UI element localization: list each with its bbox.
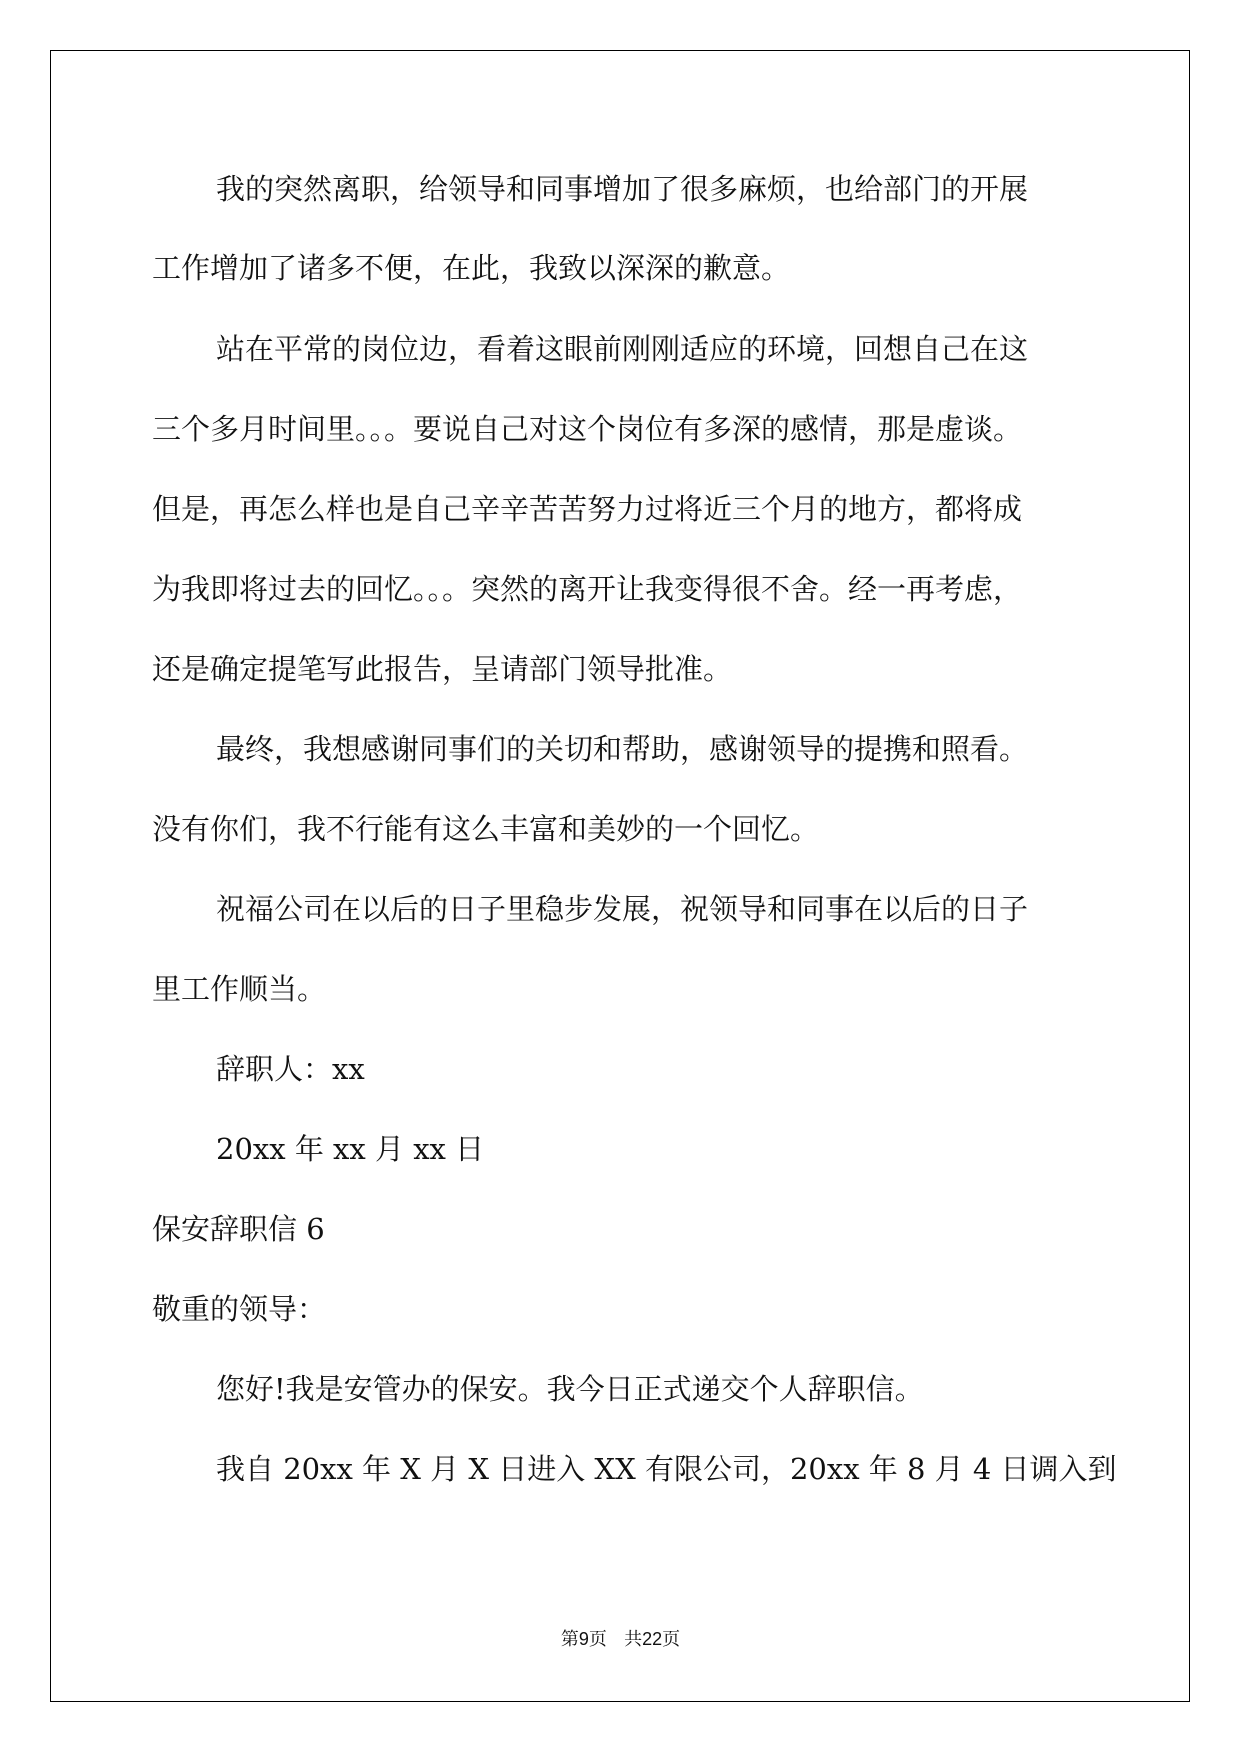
salutation: 敬重的领导：: [152, 1292, 327, 1326]
text-line: 站在平常的岗位边，看着这眼前刚刚适应的环境，回想自己在这: [216, 332, 1029, 366]
text-line: 我的突然离职，给领导和同事增加了很多麻烦，也给部门的开展: [216, 172, 1029, 206]
text-line: 里工作顺当。: [152, 972, 327, 1006]
footer-total-prefix: 共: [624, 1629, 643, 1650]
footer-prefix: 第: [560, 1629, 579, 1650]
text-line: 没有你们，我不行能有这么丰富和美妙的一个回忆。: [152, 812, 820, 846]
footer-page-suffix: 页: [588, 1629, 607, 1650]
text-line: 但是，再怎么样也是自己辛辛苦苦努力过将近三个月的地方，都将成: [152, 492, 1023, 526]
text-line: 还是确定提笔写此报告，呈请部门领导批准。: [152, 652, 733, 686]
text-line: 三个多月时间里。。。要说自己对这个岗位有多深的感情，那是虚谈。: [152, 412, 1023, 446]
text-line: 工作增加了诸多不便，在此，我致以深深的歉意。: [152, 251, 791, 285]
date-line: 20xx 年 xx 月 xx 日: [216, 1132, 485, 1166]
total-pages: 22: [642, 1629, 663, 1649]
footer-total-suffix: 页: [662, 1629, 681, 1650]
signature-line: 辞职人：xx: [216, 1052, 365, 1086]
section-title: 保安辞职信 6: [152, 1212, 325, 1246]
page-footer: [0, 1625, 1241, 1651]
text-line: 您好!我是安管办的保安。我今日正式递交个人辞职信。: [216, 1372, 924, 1406]
text-line: 为我即将过去的回忆。。。突然的离开让我变得很不舍。经一再考虑，: [152, 572, 1023, 606]
text-line: 我自 20xx 年 X 月 X 日进入 XX 有限公司，20xx 年 8 月 4 日调入到: [216, 1452, 1117, 1486]
text-line: 最终，我想感谢同事们的关切和帮助，感谢领导的提携和照看。: [216, 732, 1029, 766]
page-number: 9: [578, 1629, 589, 1649]
text-line: 祝福公司在以后的日子里稳步发展，祝领导和同事在以后的日子: [216, 892, 1029, 926]
